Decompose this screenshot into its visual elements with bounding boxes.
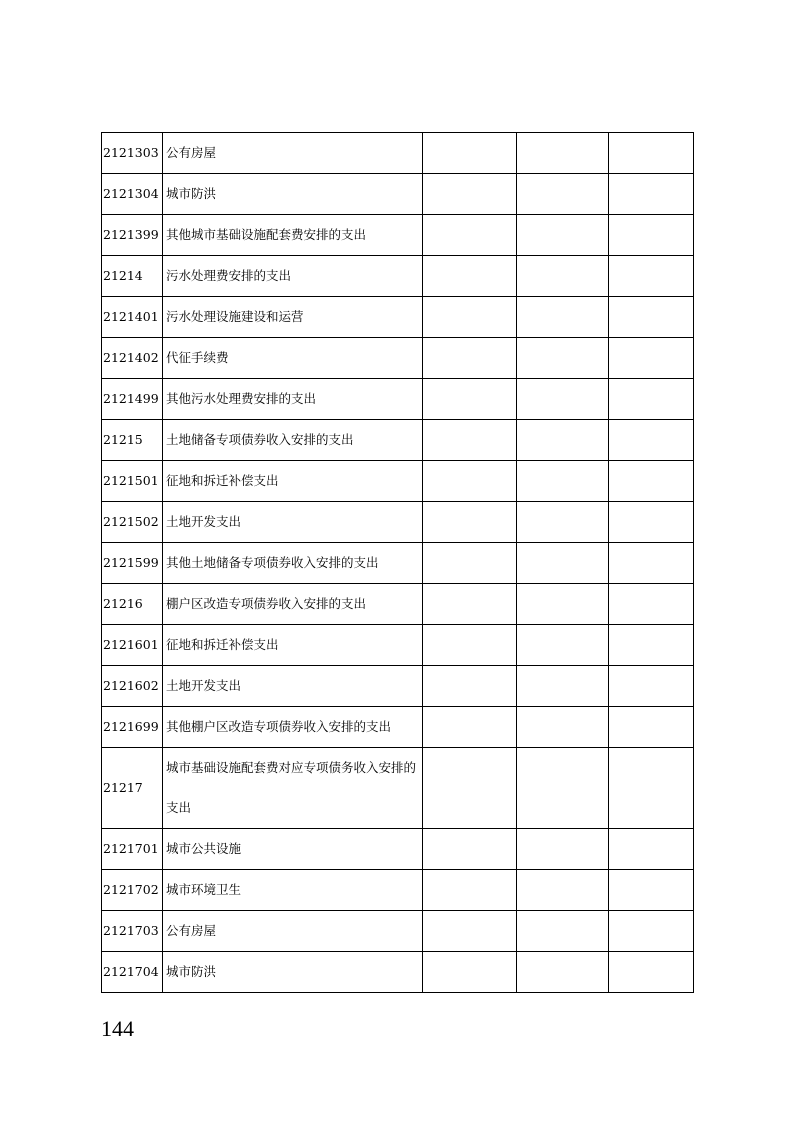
item-code: 21216: [102, 584, 163, 625]
table-row: [102, 379, 694, 420]
item-name-text: 城市基础设施配套费对应专项债务收入安排的支出: [166, 760, 417, 815]
amount-cell: [423, 502, 517, 543]
amount-cell: [423, 584, 517, 625]
item-name: 城市环境卫生: [163, 870, 423, 911]
amount-cell: [609, 952, 694, 993]
amount-cell: [423, 952, 517, 993]
amount-cell: [517, 174, 609, 215]
amount-cell: [609, 502, 694, 543]
item-name: 土地储备专项债券收入安排的支出: [163, 420, 423, 461]
amount-cell: [517, 584, 609, 625]
item-name: [163, 748, 423, 829]
item-code: 2121599: [102, 543, 163, 584]
amount-cell: [517, 379, 609, 420]
item-code: 2121601: [102, 625, 163, 666]
item-name: 污水处理费安排的支出: [163, 256, 423, 297]
amount-cell: [423, 707, 517, 748]
item-code: 2121303: [102, 133, 163, 174]
table-row: [102, 256, 694, 297]
table-row: [102, 829, 694, 870]
item-code: 21217: [102, 748, 163, 829]
table-row: [102, 707, 694, 748]
amount-cell: [609, 215, 694, 256]
amount-cell: [609, 379, 694, 420]
amount-cell: [609, 666, 694, 707]
amount-cell: [423, 420, 517, 461]
amount-cell: [609, 748, 694, 829]
item-code: 2121704: [102, 952, 163, 993]
item-name: 城市防洪: [163, 174, 423, 215]
amount-cell: [609, 133, 694, 174]
item-code: 21214: [102, 256, 163, 297]
table-row: [102, 174, 694, 215]
amount-cell: [609, 297, 694, 338]
amount-cell: [423, 379, 517, 420]
item-name: 土地开发支出: [163, 502, 423, 543]
table-row: [102, 584, 694, 625]
item-name: 其他土地储备专项债券收入安排的支出: [163, 543, 423, 584]
amount-cell: [517, 502, 609, 543]
item-code: 2121502: [102, 502, 163, 543]
budget-table: [101, 132, 694, 993]
table-row: [102, 461, 694, 502]
item-name: 棚户区改造专项债券收入安排的支出: [163, 584, 423, 625]
item-name: 征地和拆迁补偿支出: [163, 625, 423, 666]
item-code: 2121602: [102, 666, 163, 707]
amount-cell: [609, 543, 694, 584]
amount-cell: [609, 420, 694, 461]
amount-cell: [609, 625, 694, 666]
item-name: 污水处理设施建设和运营: [163, 297, 423, 338]
amount-cell: [423, 748, 517, 829]
amount-cell: [423, 338, 517, 379]
item-code: 2121499: [102, 379, 163, 420]
table-row: [102, 420, 694, 461]
item-name: 其他污水处理费安排的支出: [163, 379, 423, 420]
table-row: [102, 952, 694, 993]
amount-cell: [423, 215, 517, 256]
table-row: [102, 625, 694, 666]
item-code: 21215: [102, 420, 163, 461]
amount-cell: [517, 952, 609, 993]
item-code: 2121401: [102, 297, 163, 338]
table-row: [102, 215, 694, 256]
item-code: 2121399: [102, 215, 163, 256]
amount-cell: [609, 461, 694, 502]
amount-cell: [609, 256, 694, 297]
amount-cell: [517, 911, 609, 952]
amount-cell: [609, 911, 694, 952]
amount-cell: [517, 829, 609, 870]
amount-cell: [517, 215, 609, 256]
amount-cell: [517, 707, 609, 748]
table-row: [102, 297, 694, 338]
table-row: [102, 502, 694, 543]
amount-cell: [517, 256, 609, 297]
item-name: 征地和拆迁补偿支出: [163, 461, 423, 502]
table-row: [102, 543, 694, 584]
item-name: 其他棚户区改造专项债券收入安排的支出: [163, 707, 423, 748]
page-number: 144: [101, 1016, 134, 1041]
amount-cell: [423, 297, 517, 338]
amount-cell: [517, 748, 609, 829]
amount-cell: [517, 297, 609, 338]
amount-cell: [423, 870, 517, 911]
amount-cell: [609, 584, 694, 625]
amount-cell: [423, 461, 517, 502]
amount-cell: [517, 870, 609, 911]
amount-cell: [609, 707, 694, 748]
amount-cell: [609, 338, 694, 379]
item-code: 2121703: [102, 911, 163, 952]
item-code: 2121501: [102, 461, 163, 502]
item-code: 2121699: [102, 707, 163, 748]
amount-cell: [517, 666, 609, 707]
item-code: 2121402: [102, 338, 163, 379]
amount-cell: [423, 625, 517, 666]
amount-cell: [517, 420, 609, 461]
table-row: [102, 338, 694, 379]
item-name: 代征手续费: [163, 338, 423, 379]
table-row: [102, 911, 694, 952]
amount-cell: [423, 829, 517, 870]
amount-cell: [423, 256, 517, 297]
amount-cell: [423, 543, 517, 584]
amount-cell: [517, 543, 609, 584]
amount-cell: [609, 829, 694, 870]
table-row: [102, 666, 694, 707]
item-name: 城市公共设施: [163, 829, 423, 870]
amount-cell: [517, 133, 609, 174]
item-code: 2121701: [102, 829, 163, 870]
amount-cell: [423, 174, 517, 215]
amount-cell: [423, 666, 517, 707]
table-row: [102, 870, 694, 911]
table-row: [102, 748, 694, 829]
amount-cell: [517, 338, 609, 379]
amount-cell: [609, 870, 694, 911]
amount-cell: [423, 911, 517, 952]
item-name: 公有房屋: [163, 911, 423, 952]
item-name: 公有房屋: [163, 133, 423, 174]
table-row: [102, 133, 694, 174]
amount-cell: [423, 133, 517, 174]
amount-cell: [517, 625, 609, 666]
amount-cell: [609, 174, 694, 215]
item-name: 城市防洪: [163, 952, 423, 993]
item-code: 2121702: [102, 870, 163, 911]
amount-cell: [517, 461, 609, 502]
item-name: 其他城市基础设施配套费安排的支出: [163, 215, 423, 256]
item-name: 土地开发支出: [163, 666, 423, 707]
item-code: 2121304: [102, 174, 163, 215]
